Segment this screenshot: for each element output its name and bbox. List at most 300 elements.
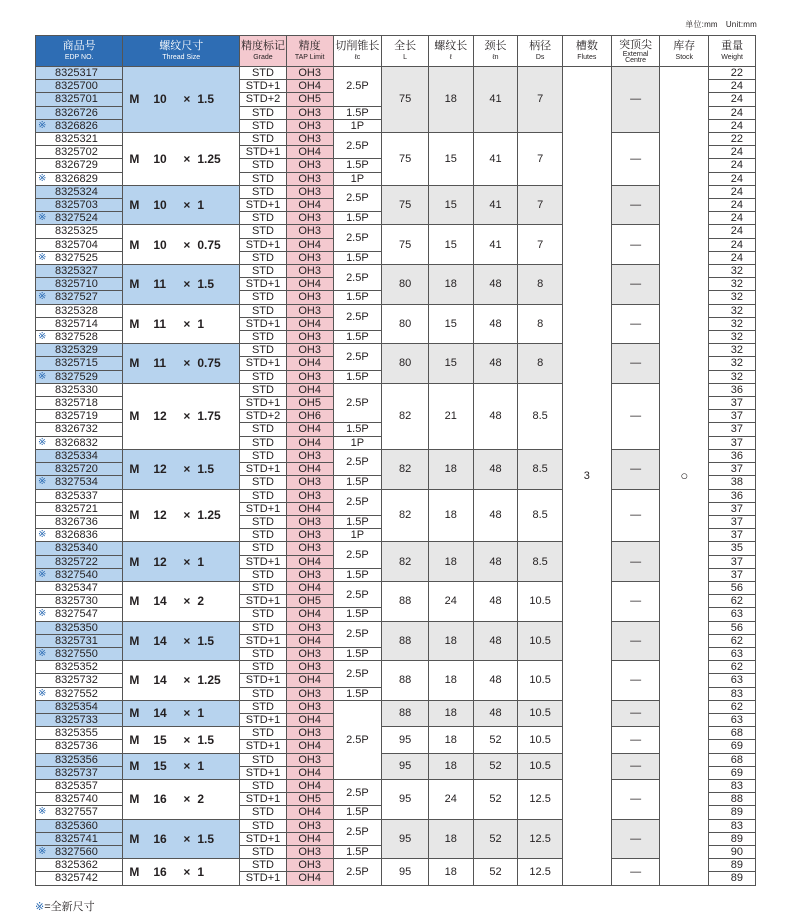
- weight-cell: 24: [709, 93, 756, 106]
- edp-cell: [36, 344, 123, 357]
- edp-number: 8325321: [55, 133, 98, 146]
- tap-limit-cell: OH4: [286, 766, 333, 779]
- weight-cell: 62: [709, 700, 756, 713]
- grade-cell: STD: [240, 106, 287, 119]
- external-centre-cell: —: [611, 727, 660, 753]
- header-length: 全长 L: [382, 36, 429, 67]
- tap-limit-cell: OH3: [286, 344, 333, 357]
- edp-cell: [36, 634, 123, 647]
- new-size-star-icon: ※: [38, 212, 47, 224]
- tap-limit-cell: OH3: [286, 159, 333, 172]
- tap-limit-cell: OH5: [286, 93, 333, 106]
- chamfer-cell: 1.5P: [333, 515, 382, 528]
- weight-cell: 24: [709, 172, 756, 185]
- external-centre-cell: —: [611, 489, 660, 542]
- header-weight: 重量 Weight: [709, 36, 756, 67]
- tap-limit-cell: OH4: [286, 779, 333, 792]
- table-row: [36, 383, 756, 396]
- weight-cell: 56: [709, 581, 756, 594]
- tap-limit-cell: OH5: [286, 793, 333, 806]
- chamfer-cell: 1.5P: [333, 291, 382, 304]
- tap-limit-cell: OH3: [286, 845, 333, 858]
- grade-cell: STD: [240, 515, 287, 528]
- shank-diameter-cell: 10.5: [518, 727, 563, 753]
- edp-cell: [36, 383, 123, 396]
- grade-cell: STD: [240, 383, 287, 396]
- chamfer-cell: 2.5P: [333, 819, 382, 845]
- chamfer-cell: 2.5P: [333, 344, 382, 370]
- edp-cell: [36, 727, 123, 740]
- edp-cell: [36, 845, 123, 858]
- thread-size-cell: M 12 × 1.75: [123, 383, 240, 449]
- edp-cell: [36, 819, 123, 832]
- grade-cell: STD: [240, 304, 287, 317]
- grade-cell: STD: [240, 779, 287, 792]
- weight-cell: 37: [709, 397, 756, 410]
- edp-number: 8326732: [55, 423, 98, 436]
- edp-number: 8327540: [55, 568, 98, 581]
- weight-cell: 35: [709, 542, 756, 555]
- tap-limit-cell: OH3: [286, 819, 333, 832]
- edp-cell: [36, 397, 123, 410]
- shank-diameter-cell: 10.5: [518, 581, 563, 621]
- grade-cell: STD: [240, 476, 287, 489]
- edp-number: 8325719: [55, 410, 98, 423]
- edp-cell: [36, 859, 123, 872]
- table-row: [36, 727, 756, 740]
- weight-cell: 32: [709, 344, 756, 357]
- tap-limit-cell: OH3: [286, 370, 333, 383]
- table-row: [36, 265, 756, 278]
- chamfer-cell: 2.5P: [333, 383, 382, 423]
- tap-limit-cell: OH4: [286, 713, 333, 726]
- tap-limit-cell: OH4: [286, 581, 333, 594]
- header-thread-size: 螺纹尺寸 Thread Size: [123, 36, 240, 67]
- weight-cell: 38: [709, 476, 756, 489]
- edp-number: 8327534: [55, 476, 98, 489]
- chamfer-cell: 1P: [333, 529, 382, 542]
- neck-length-cell: 48: [473, 304, 518, 344]
- edp-number: 8327525: [55, 251, 98, 264]
- thread-length-cell: 18: [428, 67, 473, 133]
- weight-cell: 36: [709, 489, 756, 502]
- weight-cell: 24: [709, 225, 756, 238]
- overall-length-cell: 82: [382, 489, 429, 542]
- edp-cell: [36, 489, 123, 502]
- new-size-star-icon: ※: [38, 370, 47, 382]
- edp-cell: [36, 502, 123, 515]
- tap-limit-cell: OH4: [286, 357, 333, 370]
- edp-number: 8326829: [55, 172, 98, 185]
- grade-cell: STD+2: [240, 93, 287, 106]
- tap-limit-cell: OH4: [286, 199, 333, 212]
- tap-limit-cell: OH3: [286, 542, 333, 555]
- edp-number: 8325718: [55, 397, 98, 410]
- neck-length-cell: 48: [473, 700, 518, 726]
- edp-cell: [36, 291, 123, 304]
- weight-cell: 24: [709, 146, 756, 159]
- tap-limit-cell: OH4: [286, 423, 333, 436]
- unit-label-en: Unit:mm: [725, 20, 757, 29]
- external-centre-cell: —: [611, 753, 660, 779]
- shank-diameter-cell: 8: [518, 344, 563, 384]
- weight-cell: 37: [709, 463, 756, 476]
- tap-limit-cell: OH3: [286, 331, 333, 344]
- chamfer-cell: 2.5P: [333, 859, 382, 885]
- table-row: [36, 185, 756, 198]
- thread-size-cell: M 14 × 2: [123, 581, 240, 621]
- header-grade: 精度标记 Grade: [240, 36, 287, 67]
- edp-number: 8327527: [55, 291, 98, 304]
- edp-cell: [36, 595, 123, 608]
- tap-limit-cell: OH4: [286, 436, 333, 449]
- table-row: [36, 753, 756, 766]
- tap-limit-cell: OH5: [286, 595, 333, 608]
- thread-length-cell: 18: [428, 727, 473, 753]
- new-size-star-icon: ※: [38, 436, 47, 448]
- edp-cell: [36, 410, 123, 423]
- edp-number: 8325710: [55, 278, 98, 291]
- weight-cell: 37: [709, 410, 756, 423]
- overall-length-cell: 75: [382, 185, 429, 225]
- weight-cell: 24: [709, 185, 756, 198]
- grade-cell: STD: [240, 370, 287, 383]
- edp-number: 8325701: [55, 93, 98, 106]
- edp-cell: [36, 832, 123, 845]
- edp-cell: [36, 753, 123, 766]
- weight-cell: 36: [709, 383, 756, 396]
- table-row: [36, 133, 756, 146]
- edp-number: 8325731: [55, 634, 98, 647]
- new-size-star-icon: ※: [38, 476, 47, 488]
- chamfer-cell: 1.5P: [333, 370, 382, 383]
- edp-cell: [36, 700, 123, 713]
- overall-length-cell: 88: [382, 700, 429, 726]
- weight-cell: 37: [709, 568, 756, 581]
- external-centre-cell: —: [611, 700, 660, 726]
- edp-cell: [36, 119, 123, 132]
- edp-number: 8325721: [55, 502, 98, 515]
- edp-cell: [36, 463, 123, 476]
- table-row: [36, 661, 756, 674]
- new-size-star-icon: ※: [38, 568, 47, 580]
- tap-limit-cell: OH3: [286, 529, 333, 542]
- tap-limit-cell: OH3: [286, 119, 333, 132]
- table-row: [36, 700, 756, 713]
- table-row: [36, 449, 756, 462]
- edp-cell: [36, 106, 123, 119]
- edp-number: 8325702: [55, 146, 98, 159]
- thread-size-cell: M 10 × 1.5: [123, 67, 240, 133]
- chamfer-cell: 2.5P: [333, 779, 382, 805]
- edp-number: 8325720: [55, 463, 98, 476]
- grade-cell: STD: [240, 172, 287, 185]
- table-row: [36, 859, 756, 872]
- edp-number: 8325741: [55, 832, 98, 845]
- grade-cell: STD+1: [240, 199, 287, 212]
- chamfer-cell: 2.5P: [333, 581, 382, 607]
- shank-diameter-cell: 8: [518, 265, 563, 305]
- table-row: [36, 489, 756, 502]
- external-centre-cell: —: [611, 542, 660, 582]
- tap-limit-cell: OH4: [286, 674, 333, 687]
- edp-cell: [36, 476, 123, 489]
- edp-cell: [36, 67, 123, 80]
- overall-length-cell: 80: [382, 265, 429, 305]
- tap-spec-table: [35, 35, 756, 886]
- external-centre-cell: —: [611, 859, 660, 885]
- flutes-cell: 3: [562, 67, 611, 886]
- edp-number: 8327550: [55, 647, 98, 660]
- chamfer-cell: 1P: [333, 172, 382, 185]
- edp-number: 8325352: [55, 661, 98, 674]
- external-centre-cell: —: [611, 449, 660, 489]
- grade-cell: STD: [240, 542, 287, 555]
- tap-limit-cell: OH3: [286, 515, 333, 528]
- weight-cell: 63: [709, 647, 756, 660]
- thread-size-cell: M 10 × 1: [123, 185, 240, 225]
- tap-limit-cell: OH4: [286, 832, 333, 845]
- tap-limit-cell: OH3: [286, 753, 333, 766]
- tap-limit-cell: OH3: [286, 67, 333, 80]
- new-size-star-icon: ※: [38, 647, 47, 659]
- header-shank-diameter: 柄径 Ds: [518, 36, 563, 67]
- edp-number: 8325355: [55, 727, 98, 740]
- shank-diameter-cell: 10.5: [518, 753, 563, 779]
- chamfer-cell: 1.5P: [333, 608, 382, 621]
- edp-number: 8326836: [55, 529, 98, 542]
- edp-cell: [36, 581, 123, 594]
- weight-cell: 68: [709, 727, 756, 740]
- edp-cell: [36, 793, 123, 806]
- edp-number: 8325715: [55, 357, 98, 370]
- grade-cell: STD+1: [240, 80, 287, 93]
- shank-diameter-cell: 12.5: [518, 779, 563, 819]
- weight-cell: 37: [709, 502, 756, 515]
- thread-length-cell: 15: [428, 133, 473, 186]
- external-centre-cell: —: [611, 344, 660, 384]
- edp-number: 8325714: [55, 317, 98, 330]
- weight-cell: 89: [709, 832, 756, 845]
- tap-limit-cell: OH4: [286, 463, 333, 476]
- overall-length-cell: 95: [382, 779, 429, 819]
- thread-length-cell: 18: [428, 753, 473, 779]
- grade-cell: STD+1: [240, 317, 287, 330]
- edp-number: 8325736: [55, 740, 98, 753]
- weight-cell: 24: [709, 119, 756, 132]
- weight-cell: 24: [709, 238, 756, 251]
- grade-cell: STD: [240, 225, 287, 238]
- header-thread-length: 螺纹长 ℓ: [428, 36, 473, 67]
- external-centre-cell: —: [611, 225, 660, 265]
- weight-cell: 24: [709, 251, 756, 264]
- edp-number: 8325329: [55, 344, 98, 357]
- grade-cell: STD: [240, 806, 287, 819]
- tap-limit-cell: OH4: [286, 634, 333, 647]
- grade-cell: STD: [240, 568, 287, 581]
- tap-limit-cell: OH3: [286, 859, 333, 872]
- grade-cell: STD: [240, 687, 287, 700]
- table-row: [36, 304, 756, 317]
- grade-cell: STD: [240, 119, 287, 132]
- shank-diameter-cell: 10.5: [518, 661, 563, 701]
- new-size-star-icon: ※: [38, 608, 47, 620]
- edp-cell: [36, 159, 123, 172]
- neck-length-cell: 52: [473, 779, 518, 819]
- edp-number: 8325362: [55, 859, 98, 872]
- thread-size-cell: M 16 × 2: [123, 779, 240, 819]
- weight-cell: 32: [709, 278, 756, 291]
- grade-cell: STD+1: [240, 397, 287, 410]
- edp-cell: [36, 529, 123, 542]
- edp-number: 8325730: [55, 595, 98, 608]
- external-centre-cell: —: [611, 67, 660, 133]
- grade-cell: STD+1: [240, 793, 287, 806]
- edp-cell: [36, 265, 123, 278]
- edp-cell: [36, 199, 123, 212]
- grade-cell: STD: [240, 331, 287, 344]
- weight-cell: 89: [709, 806, 756, 819]
- tap-limit-cell: OH4: [286, 740, 333, 753]
- weight-cell: 32: [709, 265, 756, 278]
- chamfer-cell: 1.5P: [333, 845, 382, 858]
- header-neck-length: 颈长 ℓn: [473, 36, 518, 67]
- table-row: [36, 344, 756, 357]
- weight-cell: 37: [709, 555, 756, 568]
- thread-size-cell: M 10 × 1.25: [123, 133, 240, 186]
- tap-limit-cell: OH4: [286, 608, 333, 621]
- thread-length-cell: 24: [428, 779, 473, 819]
- overall-length-cell: 88: [382, 621, 429, 661]
- edp-number: 8327557: [55, 806, 98, 819]
- edp-cell: [36, 212, 123, 225]
- edp-number: 8325330: [55, 383, 98, 396]
- edp-cell: [36, 661, 123, 674]
- tap-limit-cell: OH4: [286, 806, 333, 819]
- table-row: [36, 581, 756, 594]
- edp-cell: [36, 647, 123, 660]
- neck-length-cell: 48: [473, 542, 518, 582]
- thread-length-cell: 18: [428, 265, 473, 305]
- tap-limit-cell: OH3: [286, 687, 333, 700]
- weight-cell: 24: [709, 199, 756, 212]
- thread-size-cell: M 16 × 1: [123, 859, 240, 885]
- shank-diameter-cell: 8.5: [518, 449, 563, 489]
- chamfer-cell: 1.5P: [333, 687, 382, 700]
- external-centre-cell: —: [611, 133, 660, 186]
- neck-length-cell: 52: [473, 727, 518, 753]
- edp-number: 8325325: [55, 225, 98, 238]
- chamfer-cell: 1.5P: [333, 806, 382, 819]
- edp-cell: [36, 146, 123, 159]
- overall-length-cell: 82: [382, 542, 429, 582]
- edp-number: 8327560: [55, 845, 98, 858]
- overall-length-cell: 82: [382, 383, 429, 449]
- grade-cell: STD: [240, 647, 287, 660]
- grade-cell: STD+2: [240, 410, 287, 423]
- grade-cell: STD: [240, 608, 287, 621]
- new-size-star-icon: ※: [38, 806, 47, 818]
- edp-cell: [36, 608, 123, 621]
- edp-number: 8327552: [55, 687, 98, 700]
- weight-cell: 69: [709, 740, 756, 753]
- grade-cell: STD: [240, 133, 287, 146]
- edp-number: 8325704: [55, 238, 98, 251]
- weight-cell: 32: [709, 357, 756, 370]
- edp-cell: [36, 93, 123, 106]
- edp-number: 8325317: [55, 67, 98, 79]
- chamfer-cell: 2.5P: [333, 133, 382, 159]
- grade-cell: STD: [240, 212, 287, 225]
- weight-cell: 88: [709, 793, 756, 806]
- thread-size-cell: M 15 × 1.5: [123, 727, 240, 753]
- edp-number: 8327528: [55, 331, 98, 344]
- chamfer-cell: 2.5P: [333, 542, 382, 568]
- edp-cell: [36, 331, 123, 344]
- header-edp: 商品号 EDP NO.: [36, 36, 123, 67]
- shank-diameter-cell: 8: [518, 304, 563, 344]
- thread-length-cell: 18: [428, 621, 473, 661]
- edp-cell: [36, 423, 123, 436]
- thread-size-cell: M 14 × 1.5: [123, 621, 240, 661]
- unit-label: [685, 19, 757, 30]
- thread-length-cell: 18: [428, 489, 473, 542]
- edp-cell: [36, 133, 123, 146]
- neck-length-cell: 48: [473, 489, 518, 542]
- shank-diameter-cell: 12.5: [518, 859, 563, 885]
- tap-limit-cell: OH3: [286, 133, 333, 146]
- thread-length-cell: 18: [428, 819, 473, 859]
- weight-cell: 62: [709, 634, 756, 647]
- table-header-row: [36, 36, 756, 67]
- edp-number: 8325360: [55, 819, 98, 832]
- weight-cell: 24: [709, 212, 756, 225]
- tap-limit-cell: OH3: [286, 212, 333, 225]
- weight-cell: 69: [709, 766, 756, 779]
- edp-cell: [36, 449, 123, 462]
- neck-length-cell: 41: [473, 133, 518, 186]
- thread-length-cell: 15: [428, 344, 473, 384]
- edp-number: 8325327: [55, 265, 98, 278]
- tap-limit-cell: OH3: [286, 568, 333, 581]
- external-centre-cell: —: [611, 383, 660, 449]
- edp-cell: [36, 357, 123, 370]
- shank-diameter-cell: 7: [518, 67, 563, 133]
- thread-length-cell: 15: [428, 225, 473, 265]
- chamfer-cell: 2.5P: [333, 621, 382, 647]
- weight-cell: 83: [709, 779, 756, 792]
- edp-number: 8325700: [55, 80, 98, 93]
- overall-length-cell: 80: [382, 304, 429, 344]
- table-row: [36, 542, 756, 555]
- neck-length-cell: 52: [473, 753, 518, 779]
- weight-cell: 37: [709, 436, 756, 449]
- grade-cell: STD+1: [240, 740, 287, 753]
- grade-cell: STD: [240, 661, 287, 674]
- edp-number: 8325703: [55, 199, 98, 212]
- thread-size-cell: M 12 × 1.25: [123, 489, 240, 542]
- edp-cell: [36, 568, 123, 581]
- grade-cell: STD+1: [240, 713, 287, 726]
- thread-length-cell: 18: [428, 542, 473, 582]
- grade-cell: STD: [240, 845, 287, 858]
- header-external-centre: 突顶尖 External Centre: [611, 36, 660, 67]
- weight-cell: 32: [709, 331, 756, 344]
- grade-cell: STD: [240, 436, 287, 449]
- grade-cell: STD+1: [240, 463, 287, 476]
- weight-cell: 83: [709, 687, 756, 700]
- edp-cell: [36, 555, 123, 568]
